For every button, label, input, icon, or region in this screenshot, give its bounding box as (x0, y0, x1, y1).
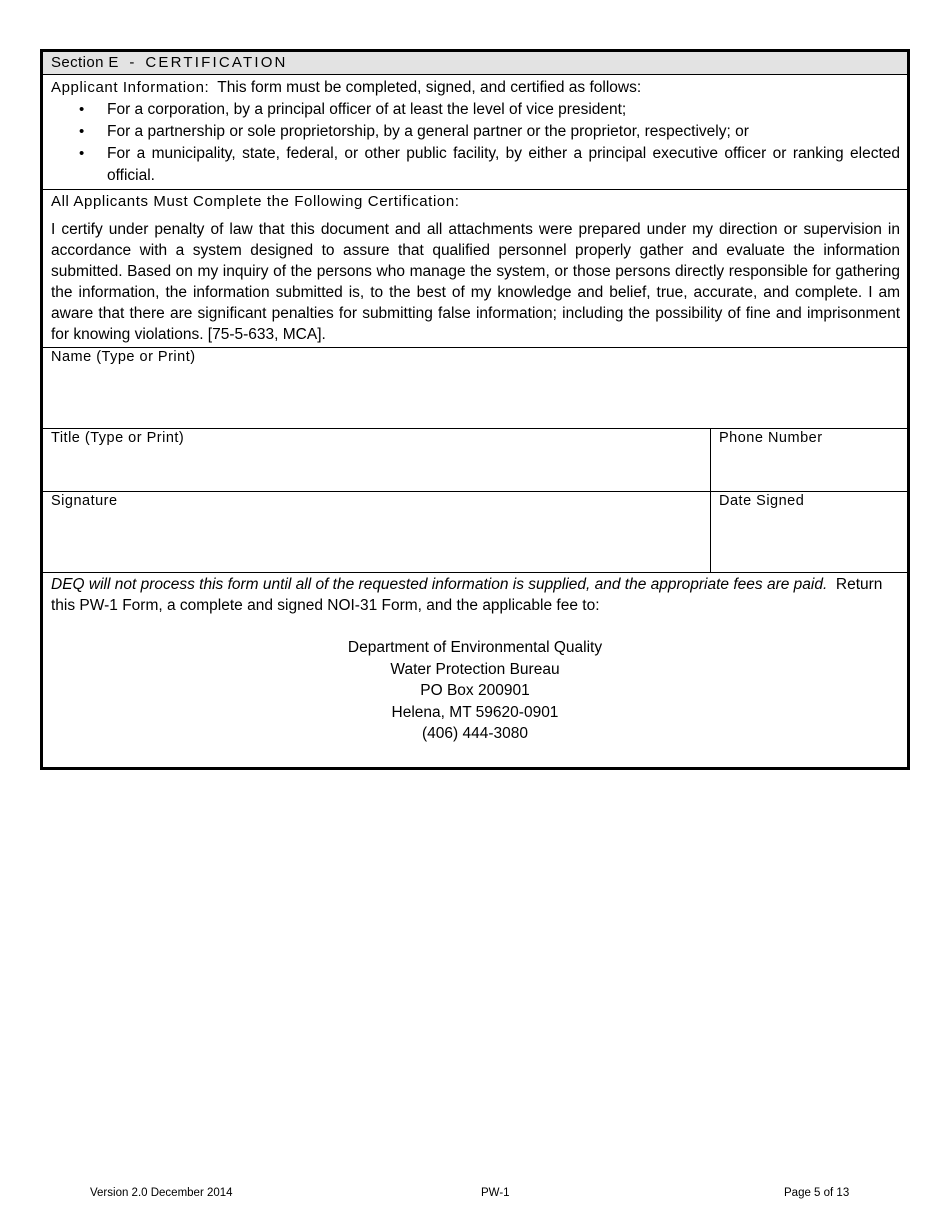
date-signed-label: Date Signed (719, 493, 805, 509)
address-line: Department of Environmental Quality (347, 639, 603, 656)
section-label: Section E (51, 54, 119, 71)
date-signed-field[interactable] (711, 492, 907, 572)
bullet-icon: • (79, 101, 85, 118)
certification-label: All Applicants Must Complete the Following Certification: (51, 193, 460, 210)
title-field[interactable] (43, 429, 711, 491)
address-line: Helena, MT 59620-0901 (391, 703, 559, 721)
title-label: Title (Type or Print) (51, 430, 185, 446)
name-row (43, 348, 907, 429)
list-item: • For a corporation, by a principal officer of at least the level of vice president; (51, 99, 900, 121)
form-id: PW-1 (481, 1187, 510, 1199)
applicant-info-intro: This form must be completed, signed, and certified as follows: (217, 79, 642, 96)
version-label: Version 2.0 December 2014 (90, 1187, 233, 1199)
applicant-info-label: Applicant Information: (51, 79, 210, 96)
section-title: CERTIFICATION (145, 54, 288, 71)
processing-notice: DEQ will not process this form until all of the requested information is supplied, and the appropriate fees are paid. (51, 576, 828, 593)
signatory-list (51, 99, 900, 187)
name-field[interactable] (43, 348, 907, 428)
section-header (43, 52, 907, 75)
bullet-icon: • (79, 145, 85, 162)
certification-form (40, 49, 910, 770)
list-item: • For a municipality, state, federal, or other public facility, by either a principal executive officer or ranking elected official. (79, 145, 900, 184)
name-label: Name (Type or Print) (51, 349, 196, 365)
submission-instructions (43, 573, 907, 767)
phone-number: (406) 444-3080 (422, 725, 528, 742)
signature-label: Signature (51, 493, 118, 509)
phone-label: Phone Number (719, 430, 823, 446)
bullet-icon: • (79, 123, 85, 140)
list-item: • For a partnership or sole proprietorship, by a general partner or the proprietor, respectively; or (51, 121, 900, 143)
address-line: PO Box 200901 (420, 682, 530, 699)
mailing-address (51, 637, 899, 745)
certification-text: I certify under penalty of law that this document and all attachments were prepared under my direction or supervision in accordance with a system designed to assure that qualified personnel properly gather and evaluate the information submitted. Based on my inquiry of the persons who manage the system, or those persons directly responsible for gathering the information, the information submitted is, to the best of my knowledge and belief, true, accurate, and complete. I am aware that there are significant penalties for submitting false information; including the possibility of fine and imprisonment for knowing violations. [75-5-633, MCA]. (51, 221, 900, 343)
address-line: Water Protection Bureau (390, 660, 560, 678)
certification-statement (43, 190, 907, 348)
applicant-information (43, 75, 907, 190)
section-separator: - (129, 54, 135, 71)
return-instructions: Return this PW-1 Form, a complete and signed NOI-31 Form, and the applicable fee to: (51, 576, 883, 614)
signature-field[interactable] (43, 492, 711, 572)
page-number: Page 5 of 13 (784, 1187, 850, 1199)
title-phone-row (43, 429, 907, 492)
signature-date-row (43, 492, 907, 573)
phone-field[interactable] (711, 429, 907, 491)
